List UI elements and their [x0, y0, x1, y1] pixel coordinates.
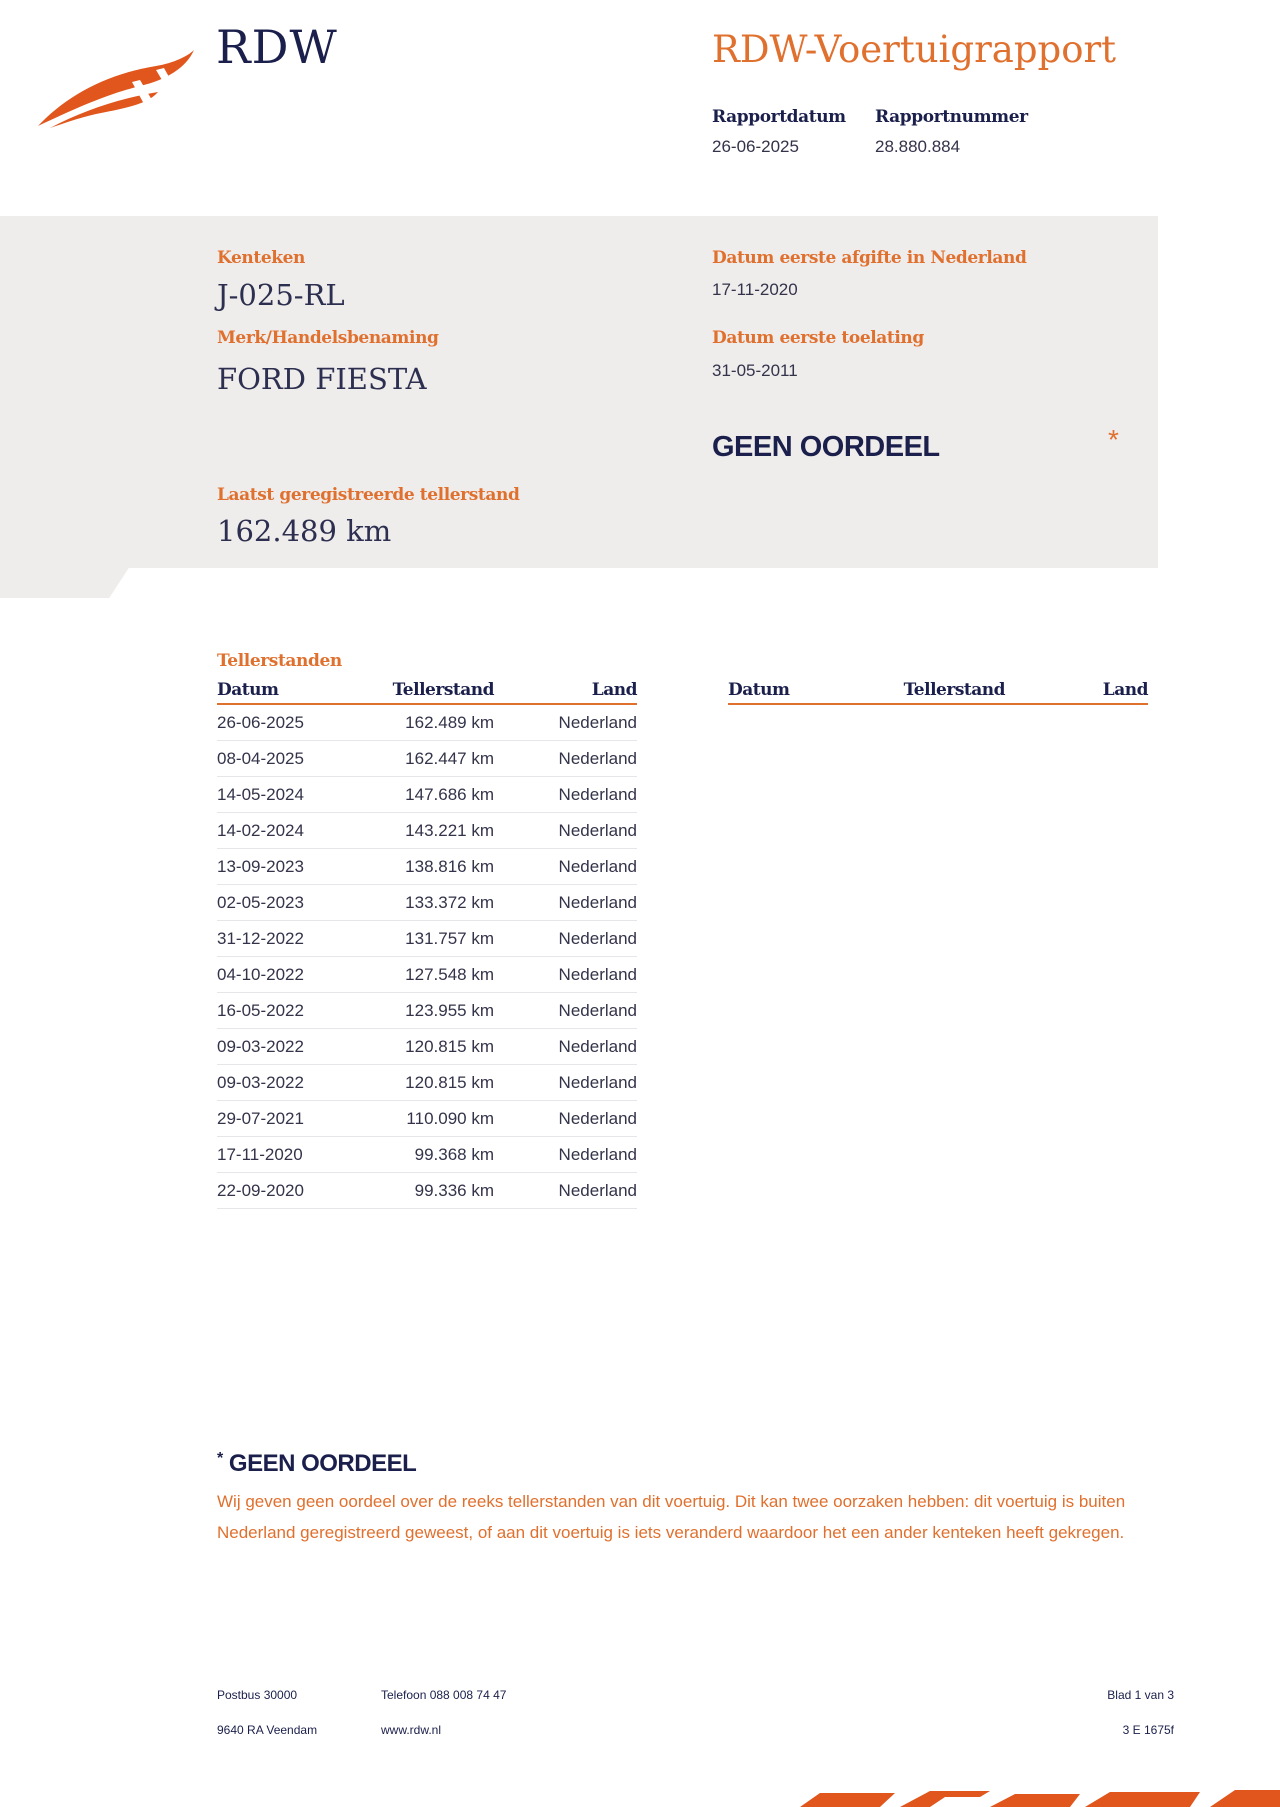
table-row [217, 885, 637, 921]
row-reading: 147.686 km [405, 785, 494, 804]
plate-label: Kenteken [217, 248, 306, 268]
row-date: 16-05-2022 [217, 1001, 304, 1020]
row-reading: 131.757 km [405, 929, 494, 948]
row-reading: 110.090 km [406, 1109, 494, 1128]
table-row [217, 993, 637, 1029]
row-reading: 138.816 km [405, 857, 494, 876]
row-date: 17-11-2020 [217, 1145, 303, 1164]
row-reading: 99.336 km [414, 1181, 494, 1200]
vehicle-summary-panel [0, 216, 1158, 568]
row-reading: 162.489 km [405, 713, 494, 732]
odometer-table-left [217, 677, 637, 1209]
rdw-logo-icon [36, 46, 196, 132]
first-admission-value: 31-05-2011 [712, 361, 798, 380]
row-reading: 162.447 km [405, 749, 494, 768]
row-date: 22-09-2020 [217, 1181, 304, 1200]
row-date: 02-05-2023 [217, 893, 304, 912]
row-reading: 123.955 km [405, 1001, 494, 1020]
row-country: Nederland [558, 857, 637, 876]
table-row [217, 1137, 637, 1173]
plate-value: J-025-RL [217, 278, 345, 312]
footer-code: 3 E 1675f [1122, 1723, 1174, 1737]
table-row [217, 1173, 637, 1209]
note-heading [217, 1450, 416, 1478]
row-date: 13-09-2023 [217, 857, 304, 876]
footer-address2: 9640 RA Veendam [217, 1723, 318, 1737]
header-reading: Tellerstand [392, 680, 494, 700]
report-date-label: Rapportdatum [712, 107, 846, 127]
last-odometer-label: Laatst geregistreerde tellerstand [217, 485, 520, 505]
footer-web[interactable]: www.rdw.nl [381, 1723, 442, 1737]
table-row [217, 1029, 637, 1065]
header-date: Datum [217, 680, 279, 700]
row-country: Nederland [558, 749, 637, 768]
footer-stripes-decoration [780, 1782, 1280, 1807]
table-row [217, 921, 637, 957]
report-number-value: 28.880.884 [875, 137, 961, 156]
table-row [217, 1101, 637, 1137]
odometer-section-title: Tellerstanden [217, 651, 342, 671]
row-country: Nederland [558, 821, 637, 840]
last-odometer-value: 162.489 km [217, 514, 392, 548]
row-date: 04-10-2022 [217, 965, 304, 984]
row-country: Nederland [558, 713, 637, 732]
table-row [217, 813, 637, 849]
table-row [217, 957, 637, 993]
table-row [217, 741, 637, 777]
verdict-mark: * [1108, 424, 1119, 455]
first-nl-label: Datum eerste afgifte in Nederland [712, 248, 1027, 268]
panel-tail-decoration [0, 566, 130, 598]
row-reading: 120.815 km [405, 1037, 494, 1056]
row-country: Nederland [558, 965, 637, 984]
header-reading: Tellerstand [903, 680, 1005, 700]
row-reading: 99.368 km [414, 1145, 494, 1164]
row-country: Nederland [558, 893, 637, 912]
row-country: Nederland [558, 785, 637, 804]
row-date: 29-07-2021 [217, 1109, 304, 1128]
row-country: Nederland [558, 929, 637, 948]
note-mark: * [217, 1450, 223, 1467]
row-date: 14-02-2024 [217, 821, 304, 840]
row-country: Nederland [558, 1181, 637, 1200]
header-country: Land [1102, 680, 1148, 700]
report-date-value: 26-06-2025 [712, 137, 799, 156]
table-row [217, 849, 637, 885]
table-header [217, 677, 637, 705]
footer-address1: Postbus 30000 [217, 1688, 298, 1702]
row-country: Nederland [558, 1109, 637, 1128]
row-date: 26-06-2025 [217, 713, 304, 732]
brand-name: RDW [216, 20, 338, 74]
report-title: RDW-Voertuigrapport [712, 28, 1117, 71]
row-date: 09-03-2022 [217, 1037, 304, 1056]
report-number-label: Rapportnummer [875, 107, 1028, 127]
table-row [217, 1065, 637, 1101]
table-header [728, 677, 1148, 705]
verdict: GEEN OORDEEL [712, 431, 940, 463]
table-row [217, 705, 637, 741]
header-date: Datum [728, 680, 790, 700]
row-reading: 143.221 km [405, 821, 494, 840]
row-date: 31-12-2022 [217, 929, 304, 948]
first-nl-value: 17-11-2020 [712, 280, 798, 299]
row-reading: 133.372 km [405, 893, 494, 912]
row-country: Nederland [558, 1145, 637, 1164]
footer-page: Blad 1 van 3 [1107, 1688, 1174, 1702]
row-reading: 127.548 km [405, 965, 494, 984]
row-country: Nederland [558, 1037, 637, 1056]
row-date: 14-05-2024 [217, 785, 304, 804]
row-date: 08-04-2025 [217, 749, 304, 768]
odometer-rows [217, 705, 637, 1209]
row-reading: 120.815 km [405, 1073, 494, 1092]
table-row [217, 777, 637, 813]
make-value: FORD FIESTA [217, 362, 427, 396]
note-title: GEEN OORDEEL [228, 1450, 417, 1477]
note-text: Wij geven geen oordeel over de reeks tellerstanden van dit voertuig. Dit kan twee oorzaken hebben: dit voertuig is buiten Nederland geregistreerd geweest, of aan dit voertuig is iets veranderd waardoor het een ander kenteken heeft gekregen. [217, 1492, 1126, 1542]
first-admission-label: Datum eerste toelating [712, 328, 924, 348]
odometer-table-right [728, 677, 1148, 705]
row-date: 09-03-2022 [217, 1073, 304, 1092]
header-country: Land [591, 680, 637, 700]
make-label: Merk/Handelsbenaming [217, 328, 439, 348]
row-country: Nederland [558, 1001, 637, 1020]
row-country: Nederland [558, 1073, 637, 1092]
footer-phone: Telefoon 088 008 74 47 [381, 1688, 507, 1702]
